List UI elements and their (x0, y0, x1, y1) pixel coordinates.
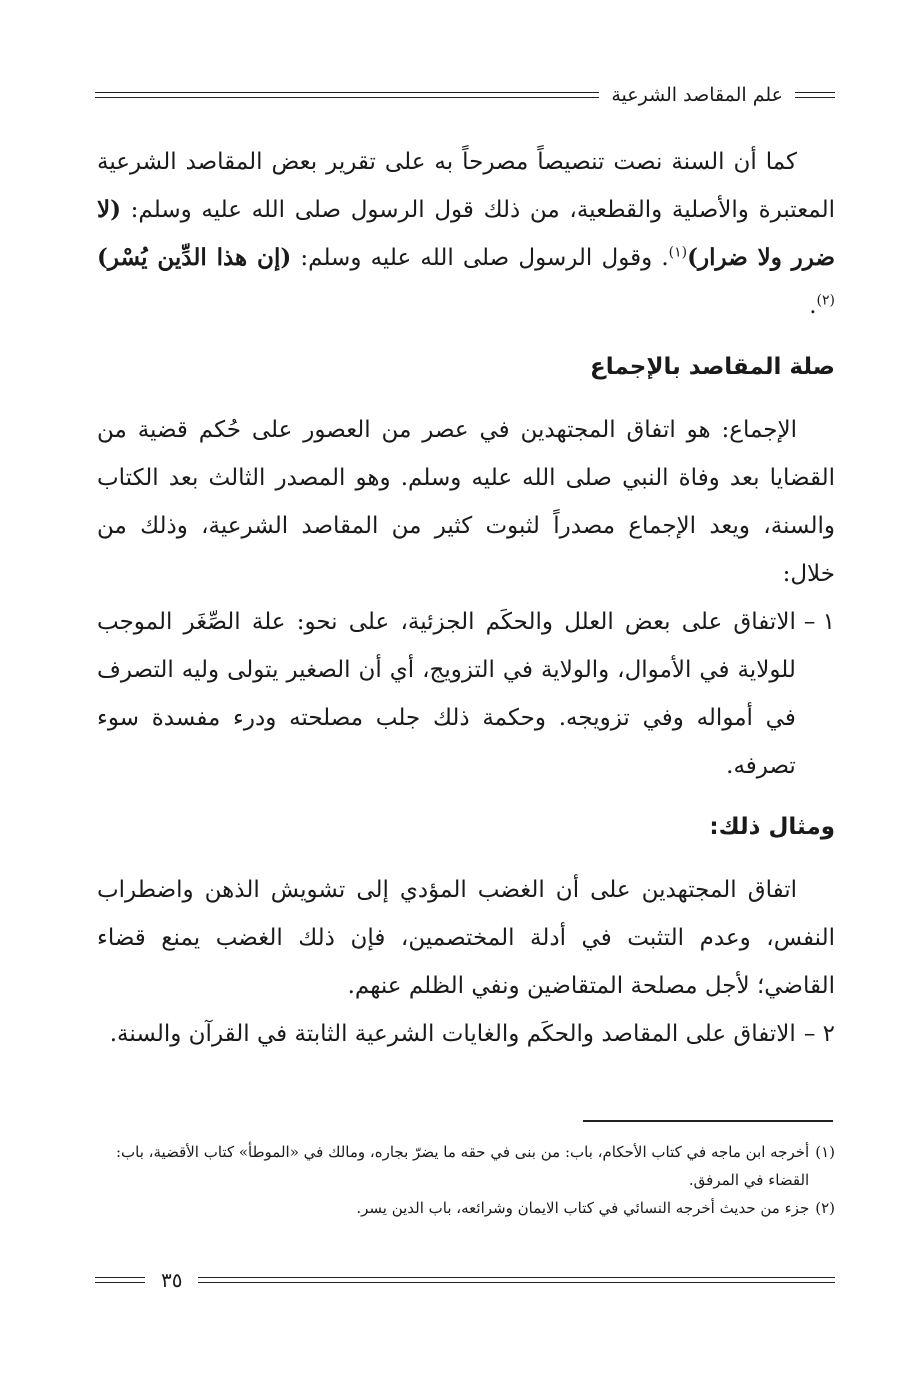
footnote-ref: (١) (668, 244, 688, 261)
page-footer (95, 1265, 835, 1295)
footnote (97, 1194, 835, 1222)
list-item-number: ٢ – (803, 1021, 835, 1047)
list-item-number: ١ – (803, 609, 835, 635)
list-item-text: الاتفاق على بعض العلل والحكَم الجزئية، على نحو: علة الصِّغَر الموجب للولاية في الأموال، والولاية في التزويج، أي أن الصغير يتولى وليه التصرف في أمواله وفي تزويجه. وحكمة ذلك جلب مصلحته ودرء مفسدة سوء تصرفه. (97, 609, 796, 779)
paragraph-ijma: الإجماع: هو اتفاق المجتهدين في عصر من العصور على حُكم قضية من القضايا بعد وفاة النبي صلى الله عليه وسلم. وهو المصدر الثالث بعد الكتاب والسنة، ويعد الإجماع مصدراً لثبوت كثير من المقاصد الشرعية، وذلك من خلال: (97, 417, 835, 587)
footnote (97, 1138, 835, 1194)
paragraph-sunnah (97, 138, 835, 330)
running-header (95, 80, 835, 110)
footnotes (97, 1138, 835, 1222)
footnote-number: (٢) (815, 1199, 835, 1217)
paragraph-text: . وقول الرسول صلى الله عليه وسلم: (291, 245, 669, 271)
main-text (97, 138, 835, 1058)
running-title: علم المقاصد الشرعية (611, 84, 783, 106)
footer-rule-right (198, 1277, 835, 1283)
footnote-separator (583, 1120, 833, 1122)
list-item (97, 1010, 835, 1058)
paragraph-text: كما أن السنة نصت تنصيصاً مصرحاً به على تقرير بعض المقاصد الشرعية المعتبرة والأصلية والقطعية، من ذلك قول الرسول صلى الله عليه وسلم: (97, 149, 835, 223)
hadith-quote: (لا ضرر ولا ضرار) (97, 196, 835, 271)
list-item-text: الاتفاق على المقاصد والحكَم والغايات الشرعية الثابتة في القرآن والسنة. (109, 1021, 796, 1047)
hadith-quote: (إن هذا الدِّين يُسْر) (97, 244, 292, 271)
footnote-text: أخرجه ابن ماجه في كتاب الأحكام، باب: من بنى في حقه ما يضرّ بجاره، ومالك في «الموطأ» كتاب الأقضية، باب: القضاء في المرفق. (115, 1143, 810, 1189)
page-number: ٣٥ (161, 1268, 183, 1292)
example-heading: ومثال ذلك: (709, 814, 835, 840)
footnote-number: (١) (815, 1143, 835, 1161)
paragraph-example: اتفاق المجتهدين على أن الغضب المؤدي إلى تشويش الذهن واضطراب النفس، وعدم التثبت في أدلة المختصمين، فإن ذلك الغضب يمنع قضاء القاضي؛ لأجل مصلحة المتقاضين ونفي الظلم عنهم. (97, 877, 835, 999)
header-rule-right (795, 92, 835, 98)
list-item (97, 598, 835, 790)
section-heading: صلة المقاصد بالإجماع (590, 354, 835, 380)
paragraph-text: . (809, 293, 817, 319)
footnote-text: جزء من حديث أخرجه النسائي في كتاب الايمان وشرائعه، باب الدين يسر. (356, 1199, 810, 1217)
footnote-ref: (٢) (816, 292, 835, 309)
header-rule-left (95, 92, 599, 98)
footer-rule-left (95, 1277, 145, 1283)
